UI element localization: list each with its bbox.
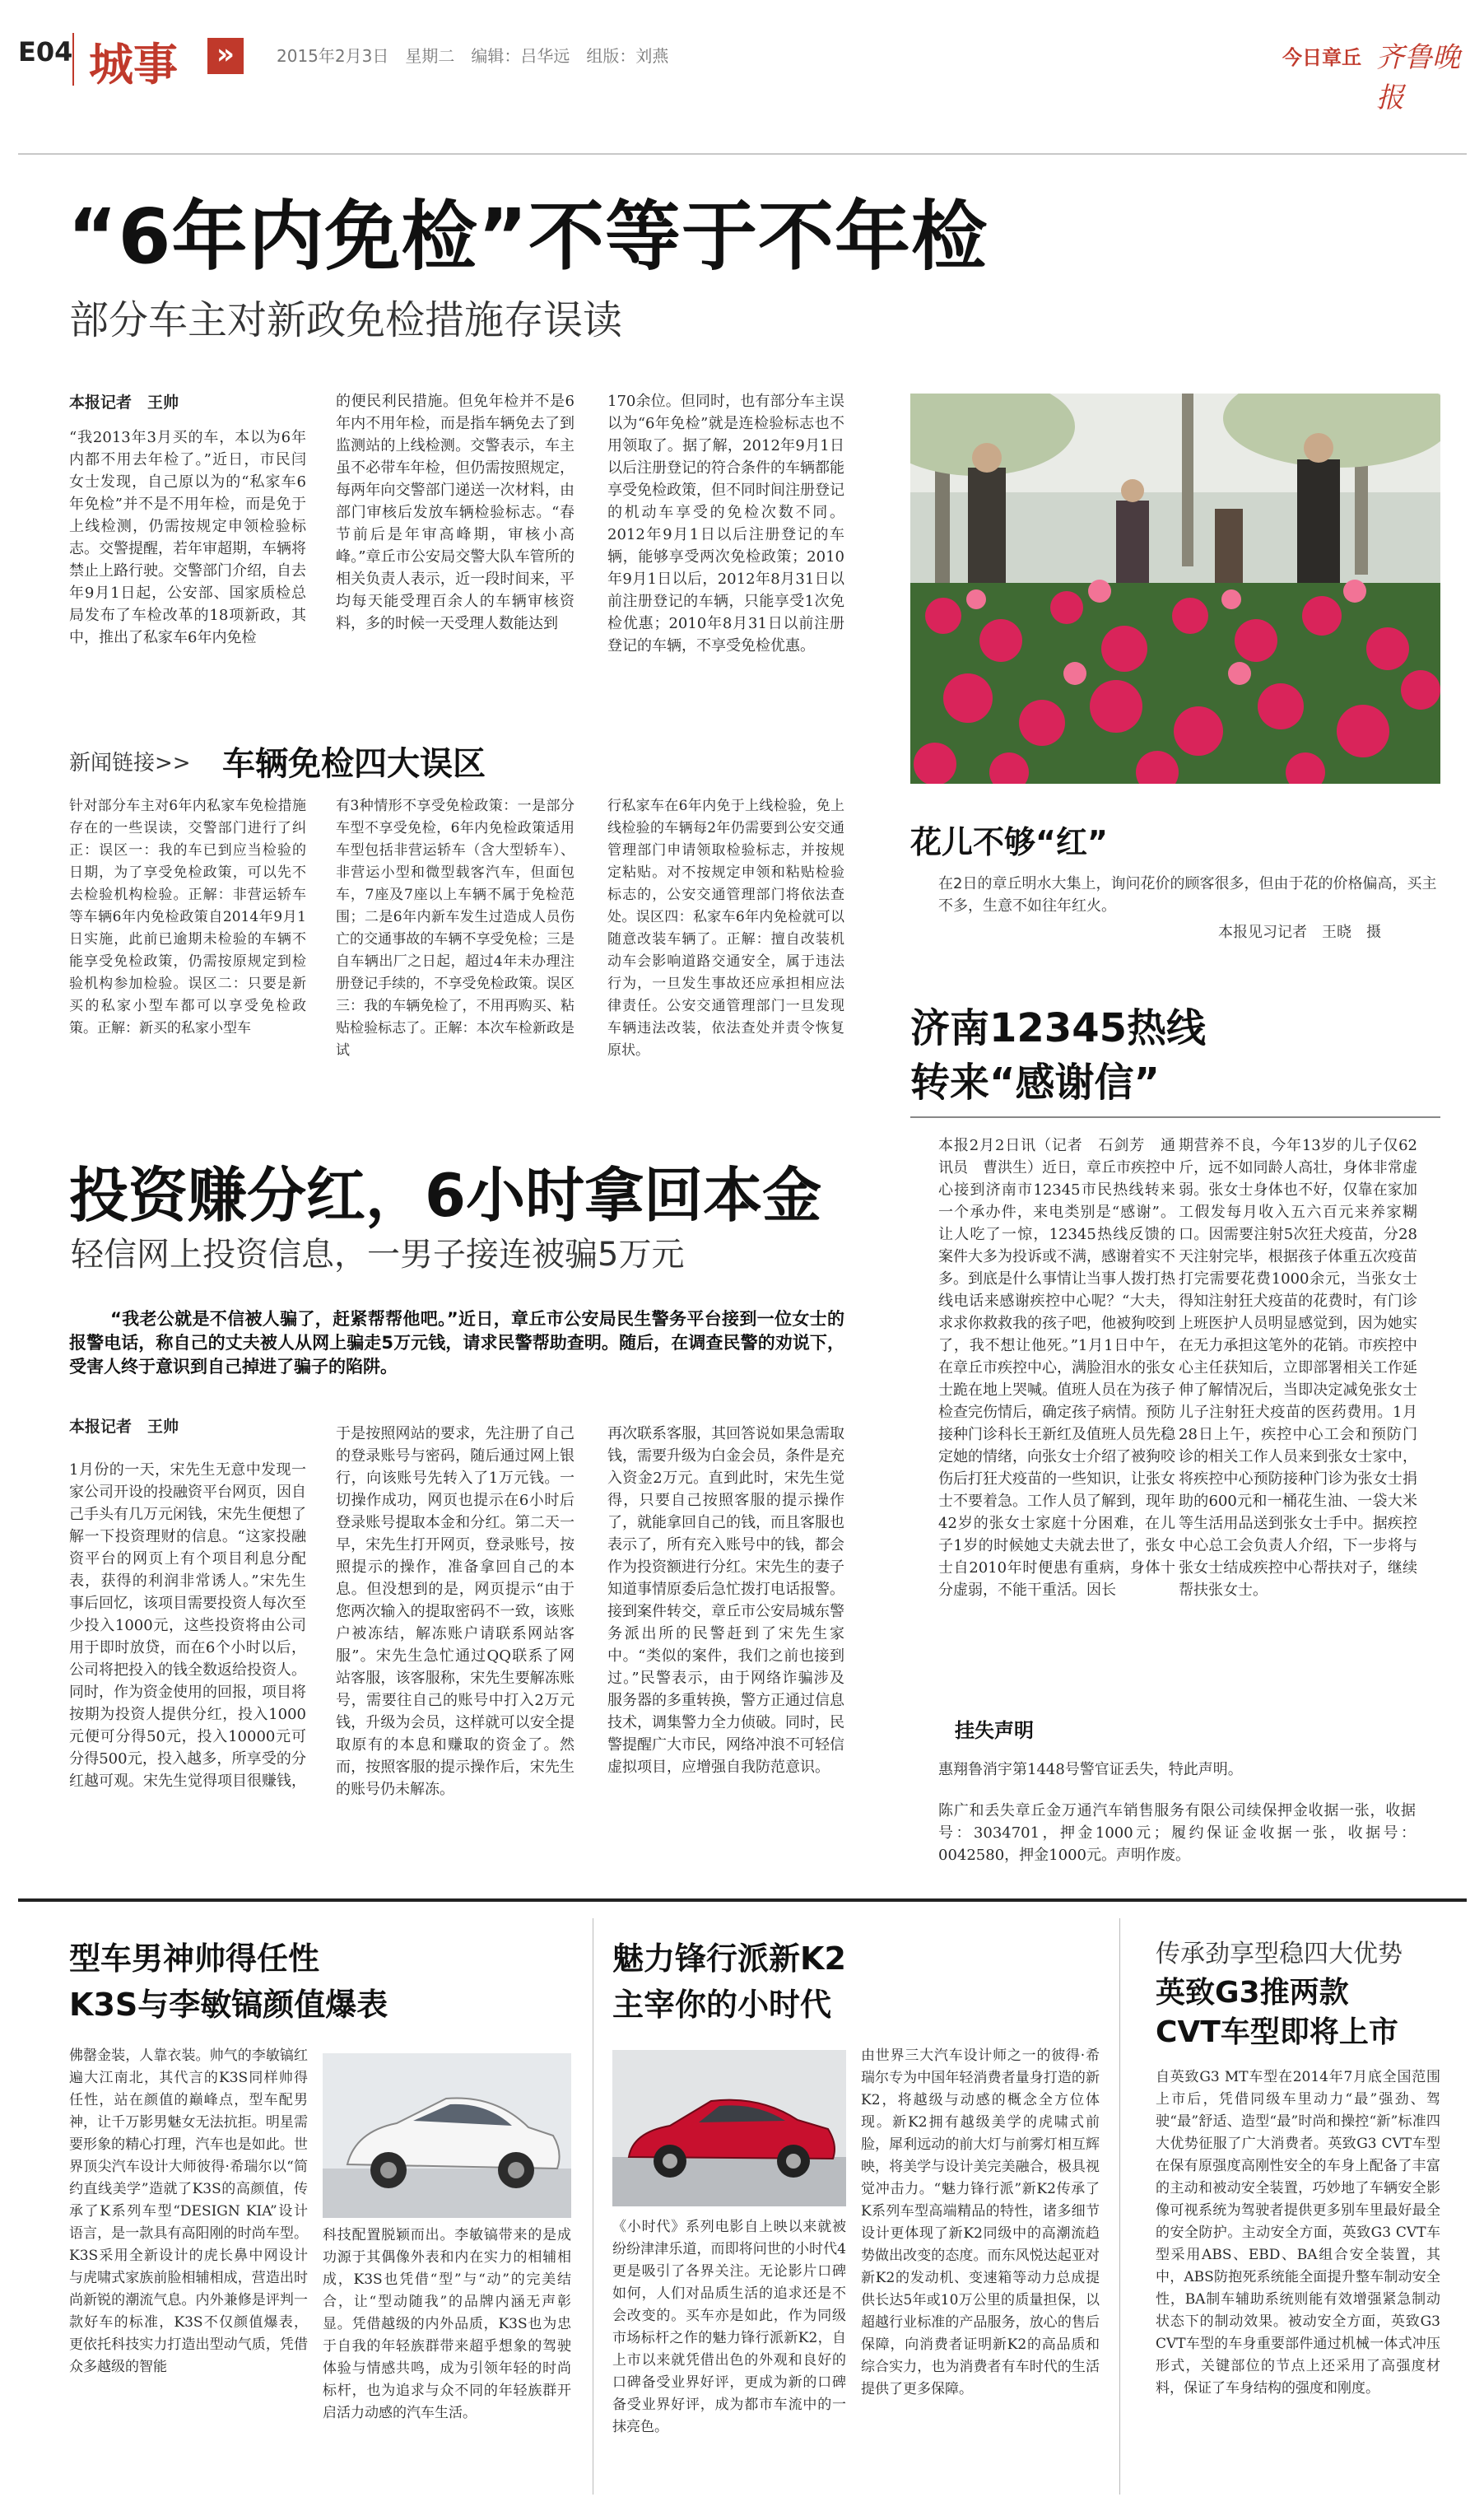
article2-subtitle: 轻信网上投资信息，一男子接连被骗5万元 (71, 1236, 685, 1274)
ad3-title-line2: CVT车型即将上市 (1156, 2015, 1398, 2049)
photo1-title: 花儿不够“红” (910, 824, 1108, 860)
edition-label: 今日章丘 (1282, 46, 1361, 69)
ad2-title-line1: 魅力锋行派新K2 (612, 1940, 846, 1977)
article1-col2: 的便民利民措施。但免年检并不是6年内不用年检，而是指车辆免去了到监测站的上线检测。交警表示，车主虽不必带车年检，但仍需按照规定，每两年向交警部门递送一次材料，由部门审核后发放车辆检验标志。“春节前后是年审高峰期，审核小高峰。”章丘市公安局交警大队车管所的相关负责人表示，近一段时间来，平均每天能受理百余人的车辆审核资料，多的时候一天受理人数能达到 (336, 393, 575, 632)
article1-subtitle: 部分车主对新政免检措施存误读 (69, 297, 623, 343)
header-divider (72, 33, 74, 86)
notice-line1: 惠翔鲁消宇第1448号警官证丢失，特此声明。 (938, 1761, 1243, 1778)
ad3-col1: 自英致G3 MT车型在2014年7月底全国范围上市后，凭借同级车里动力“最”强劲、驾驶“最”舒适、造型“最”时尚和操控“新”标准四大优势征服了广大消费者。英致G3 CVT车型在保有原强度高刚性安全的车身上配备了丰富的主动和被动安全装置，巧妙地了车辆安全影像可视系统为驾驶者提供更多别车里最好最全的安全防护。主动安全方面，英致G3 CVT车型采用ABS、EBD、BA组合安全装置，其中，ABS防抱死系统能全面提升整车制动安全性，BA制车辅助系统则能有效增强紧急制动状态下的制动效果。被动安全方面，英致G3 CVT车型的车身重要部件通过机械一体式冲压形式，关键部位的节点上还采用了高强度材料，保证了车身结构的强度和刚度。 (1156, 2069, 1440, 2397)
article3-title-line2: 转来“感谢信” (910, 1060, 1161, 1106)
ad1-col1: 佛罄金装，人靠衣装。帅气的李敏镐红遍大江南北，其代言的K3S同样帅得任性，站在颜值的巅峰点，型车配男神，让千万影男魅女无法抗拒。明星需要形象的精心打理，汽车也是如此。世界顶尖汽车设计大师彼得·希瑞尔以“简约直线美学”造就了K3S的高颜值，传承了K系列车型“DESIGN KIA”设计语言，是一款具有高阳刚的时尚车型。K3S采用全新设计的虎长鼻中网设计与虎啸式家族前脸相辅相成，营造出时尚新锐的潮流气息。内外兼修是评判一款好车的标准，K3S不仅颜值爆表，更依托科技实力打造出型动气质，凭借众多越级的智能 (69, 2047, 308, 2375)
photo1-caption: 在2日的章丘明水大集上，询问花价的顾客很多，但由于花的价格偏高，买主不多，生意不如往年红火。 (938, 875, 1437, 915)
flower-market-photo (910, 394, 1440, 784)
ad3-kicker: 传承劲享型稳四大优势 (1156, 1940, 1403, 1968)
article1-title: “6年内免检”不等于不年检 (67, 193, 988, 281)
ad-divider-2 (1119, 1918, 1120, 2495)
kia-k2-photo (612, 2050, 846, 2206)
sidebar-col3: 行私家车在6年内免于上线检验，免上线检验的车辆每2年仍需要到公安交通管理部门申请领取检验标志，并按规定粘贴。对不按规定申领和粘贴检验标志的，公安交通管理部门将依法查处。误区四：私家车6年内免检就可以随意改装车辆了。正解：擅自改装机动车会影响道路交通安全，属于违法行为，一旦发生事故还应承担相应法律责任。公安交通管理部门一旦发现车辆违法改装，依法查处并责令恢复原状。 (607, 798, 844, 1059)
page-number: E04 (18, 36, 73, 68)
article2-title: 投资赚分红，6小时拿回本金 (69, 1161, 822, 1230)
article2-lede: “我老公就是不信被人骗了，赶紧帮帮他吧。”近日，章丘市公安局民生警务平台接到一位女士的报警电话，称自己的丈夫被人从网上骗走5万元钱，请求民警帮助查明。随后，在调查民警的劝说下，受害人终于意识到自己掉进了骗子的陷阱。 (69, 1309, 844, 1377)
ad3-title-line1: 英致G3推两款 (1156, 1976, 1349, 2010)
article2-byline: 本报记者 王帅 (69, 1418, 179, 1436)
article3-title-line1: 济南12345热线 (910, 1005, 1206, 1051)
ad1-title-line1: 型车男神帅得任性 (69, 1940, 320, 1977)
ad2-col2: 由世界三大汽车设计师之一的彼得·希瑞尔专为中国年轻消费者量身打造的新K2，将越级与动感的概念全方位体现。新K2拥有越级美学的虎啸式前脸，犀利远动的前大灯与前雾灯相互辉映，将美学与设计美完美融合，极具视觉冲击力。“魅力锋行派”新K2传承了K系列车型高端精品的特性，诸多细节设计更体现了新K2同级中的高潮流趋势做出改变的态度。而东风悦达起亚对新K2的发动机、变速箱等动力总成提供长达5年或10万公里的质量担保，以超越行业标准的产品服务，放心的售后保障，向消费者证明新K2的高品质和综合实力，也为消费者有车时代的生活提供了更多保障。 (861, 2047, 1100, 2397)
header-rule (18, 153, 1467, 155)
white-car-illustration (323, 2053, 571, 2218)
ad-section-rule (18, 1898, 1467, 1902)
ad1-title-line2: K3S与李敏镐颜值爆表 (69, 1987, 388, 2023)
article3-col1: 本报2月2日讯（记者 石剑芳 通讯员 曹洪生）近日，章丘市疾控中心接到济南市12345市民热线转来一个承办件，来电类别是“感谢”。让人吃了一惊，12345热线反馈的案件大多为投诉或不满，感谢着实不多。到底是什么事情让当事人拨打热线电话来感谢疾控中心呢？“大夫，求求你救救我的孩子吧，他被狗咬到了，我不想让他死。”1月1日中午，在章丘市疾控中心，满脸泪水的张女士跪在地上哭喊。值班人员在为孩子检查完伤情后，确定孩子病情。预防接种门诊科长王新红及值班人员先稳定她的情绪，向张女士介绍了被狗咬伤后打狂犬疫苗的一些知识，让张女士不要着急。工作人员了解到，现年42岁的张女士家庭十分困难，在儿子1岁的时候她丈夫就去世了，张女士自2010年时便患有重病，身体十分虚弱，不能干重活。因长 (938, 1137, 1175, 1599)
sidebar-title: 车辆免检四大误区 (222, 745, 486, 783)
article1-col1: “我2013年3月买的车，本以为6年内都不用去年检了。”近日，市民闫女士发现，自己原以为的“私家车6年免检”并不是不用年检，而是免于上线检测，仍需按规定申领检验标志。交警提醒，若年审超期，车辆将禁止上路行驶。交警部门介绍，自去年9月1日起，公安部、国家质检总局发布了车检改革的18项新政，其中，推出了私家车6年内免检 (69, 429, 306, 646)
photo1-credit: 本报见习记者 王晓 摄 (1218, 924, 1381, 941)
article1-byline: 本报记者 王帅 (69, 394, 179, 412)
notice-title: 挂失声明 (955, 1719, 1034, 1742)
article3-col2: 期营养不良，今年13岁的儿子仅62斤，远不如同龄人高壮，身体非常虚弱。张女士身体也不好，仅靠在家加工假发每月收入五六百元来养家糊口。因需要注射5次狂犬疫苗，分28天注射完毕，根据孩子体重五次疫苗打完需要花费1000余元，当张女士得知注射狂犬疫苗的花费时，有门诊上班医护人员明显感觉到，因为她实在无力承担这笔外的花销。市疾控中心主任获知后，立即部署相关工作延伸了解情况后，当即决定减免张女士儿子注射狂犬疫苗的医药费用。1月28日上午，疾控中心工会和预防门诊的相关工作人员来到张女士家中，将疾控中心预防接种门诊为张女士捐助的600元和一桶花生油、一袋大米等生活用品送到张女士手中。据疾控中心总工会负责人介绍，下一步将与张女士结成疾控中心帮扶对子，继续帮扶张女士。 (1179, 1137, 1417, 1599)
ad2-col1: 《小时代》系列电影自上映以来就被纷纷津津乐道，而即将问世的小时代4更是吸引了各界关注。无论影片口碑如何，人们对品质生活的追求还是不会改变的。买车亦是如此，作为同级市场标杆之作的魅力锋行派新K2，自上市以来就凭借出色的外观和良好的口碑备受业界好评，更成为新的口碑备受业界好评，成为都市车流中的一抹亮色。 (612, 2219, 846, 2435)
flower-market-illustration (910, 394, 1440, 784)
article1-col3: 170余位。但同时，也有部分车主误以为“6年免检”就是连检验标志也不用领取了。据了解，2012年9月1日以后注册登记的符合条件的车辆都能享受免检政策，但不同时间注册登记的机动车享受的免检次数不同。2012年9月1日以后注册登记的车辆，能够享受两次免检政策；2010年9月1日以后，2012年8月31日以前注册登记的车辆，只能享受1次免检优惠；2010年8月31日以前注册登记的车辆，不享受免检优惠。 (607, 393, 844, 655)
sidebar-label: 新闻链接>> (69, 751, 191, 776)
article2-col3: 再次联系客服，其回答说如果急需取钱，需要升级为白金会员，条件是充入资金2万元。直到此时，宋先生觉得，只要自己按照客服的提示操作了，就能拿回自己的钱，而且客服也表示了，所有充入账号中的钱，都会作为投资额进行分红。宋先生的妻子知道事情原委后急忙拨打电话报警。接到案件转交，章丘市公安局城东警务派出所的民警赶到了宋先生家中。“类似的案件，我们之前也接到过。”民警表示，由于网络诈骗涉及服务器的多重转换，警方正通过信息技术，调集警力全力侦破。同时，民警提醒广大市民，网络冲浪不可轻信虚拟项目，应增强自我防范意识。 (607, 1425, 844, 1776)
sidebar-col2: 有3种情形不享受免检政策：一是部分车型不享受免检，6年内免检政策适用车型包括非营运轿车（含大型轿车）、非营运小型和微型载客汽车，但面包车，7座及7座以上车辆不属于免检范围；二是6年内新车发生过造成人员伤亡的交通事故的车辆不享受免检；三是自车辆出厂之日起，超过4年未办理注册登记手续的，不享受免检政策。误区三：我的车辆免检了，不用再购买、粘贴检验标志了。正解：本次车检新政是试 (336, 798, 575, 1059)
article2-col2: 于是按照网站的要求，先注册了自己的登录账号与密码，随后通过网上银行，向该账号先转入了1万元钱。一切操作成功，网页也提示在6小时后登录账号提取本金和分红。第二天一早，宋先生打开网页，登录账号，按照提示的操作，准备拿回自己的本息。但没想到的是，网页提示“由于您两次输入的提取密码不一致，该账户被冻结，解冻账户请联系网站客服”。宋先生急忙通过QQ联系了网站客服，该客服称，宋先生要解冻账号，需要往自己的账号中打入2万元钱，升级为会员，这样就可以安全提取原有的本息和赚取的资金了。然而，按照客服的提示操作后，宋先生的账号仍未解冻。 (336, 1425, 575, 1798)
section-arrow-glyph: » (216, 38, 235, 71)
red-car-illustration (612, 2050, 846, 2206)
ad1-col2: 科技配置脱颖而出。李敏镐带来的是成功源于其偶像外表和内在实力的相辅相成，K3S也凭借“型”与“动”的完美结合，让“型动随我”的品牌内涵无声彰显。凭借越级的内外品质，K3S也为忠于自我的年轻族群带来超乎想象的驾驶体验与情感共鸣，成为引领年轻的时尚标杆，也为追求与众不同的年轻族群开启活力动感的汽车生活。 (323, 2227, 571, 2421)
kia-k3s-photo (323, 2053, 571, 2218)
newspaper-logo: 齐鲁晚报 (1376, 41, 1460, 114)
section-arrow-icon (207, 38, 244, 74)
section-name: 城事 (89, 39, 178, 91)
ad2-title-line2: 主宰你的小时代 (612, 1987, 832, 2023)
sidebar-col1: 针对部分车主对6年内私家车免检措施存在的一些误读，交警部门进行了纠正：误区一：我的车已到应当检验的日期，为了享受免检政策，可以先不去检验机构检验。正解：非营运轿车等车辆6年内免检政策自2014年9月1日实施，此前已逾期未检验的车辆不能享受免检政策，仍需按原规定到检验机构参加检验。误区二：只要是新买的私家小型车都可以享受免检政策。正解：新买的私家小型车 (69, 798, 306, 1037)
article3-rule (910, 1116, 1440, 1118)
article2-col1: 1月份的一天，宋先生无意中发现一家公司开设的投融资平台网页，因自己手头有几万元闲钱，宋先生便想了解一下投资理财的信息。“这家投融资平台的网页上有个项目利息分配表，获得的利润非常诱人。”宋先生事后回忆，该项目需要投资人每次至少投入1000元，这些投资将由公司用于即时放贷，而在6个小时以后，公司将把投入的钱全数返给投资人。同时，作为资金使用的回报，项目将按期为投资人提供分红，投入1000元便可分得50元，投入10000元可分得500元，投入越多，所享受的分红越可观。宋先生觉得项目很赚钱， (69, 1461, 306, 1790)
notice-line2: 陈广和丢失章丘金万通汽车销售服务有限公司续保押金收据一张，收据号：3034701，押金1000元；履约保证金收据一张，收据号：0042580，押金1000元。声明作废。 (938, 1802, 1416, 1864)
header-meta: 2015年2月3日 星期二 编辑：吕华远 组版：刘燕 (277, 46, 669, 66)
